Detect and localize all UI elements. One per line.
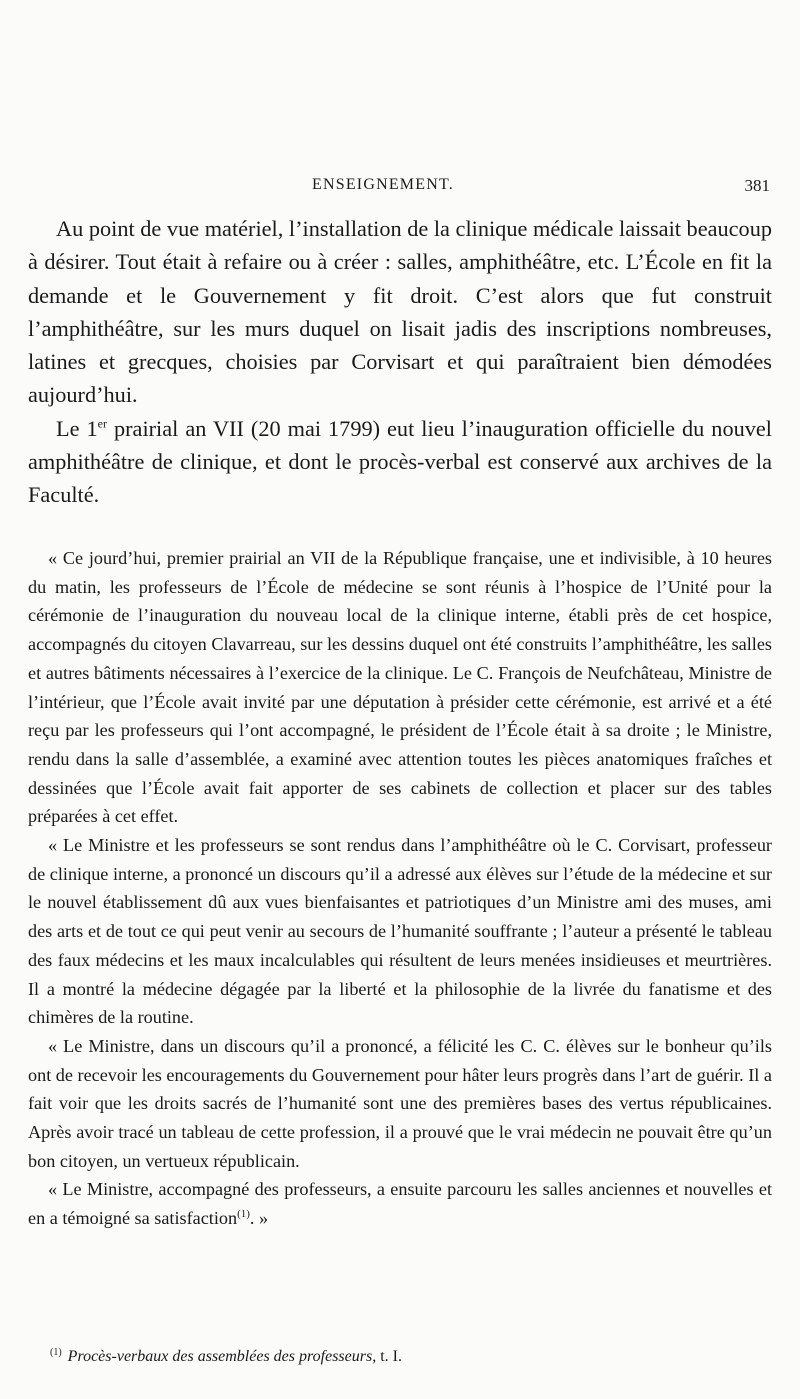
paragraph [28,412,772,512]
footnote [50,1346,770,1368]
running-header [0,176,800,200]
main-text [28,212,772,512]
quoted-minutes [28,544,772,1233]
text-span: prairial an VII (20 mai 1799) eut lieu l’inauguration officielle du nouvel amphithéâtre de clinique, et dont le procès-verbal est conservé aux archives de la Faculté. [28,415,772,508]
text-span: « Le Ministre, accompagné des professeurs, a ensuite parcouru les salles anciennes et nouvelles et en a témoigné sa satisfaction [28,1179,772,1229]
quote-paragraph: « Le Ministre et les professeurs se sont rendus dans l’amphithéâtre où le C. Corvisart, professeur de clinique interne, a prononcé un discours qu’il a adressé aux élèves sur l’étude de la médecine et sur le nouvel établissement dû aux vues bienfaisantes et patriotiques d’un Ministre ami des muses, ami des arts et de tout ce qui peut venir au secours de l’humanité souffrante ; l’auteur a présenté le tableau des faux médecins et les maux incalculables qui résultent de leurs menées insidieuses et meurtrières. Il a montré la médecine dégagée par la liberté et la philosophie de la livrée du fanatisme et des chimères de la routine. [28,835,772,1028]
quote-paragraph [28,1175,772,1232]
footnote-mark: (1) [50,1346,62,1358]
text-span: Le 1 [56,415,98,441]
footnote-reference: (1) [237,1208,250,1221]
page-number: 381 [744,176,770,195]
quote-paragraph: « Ce jourd’hui, premier prairial an VII de la République française, une et indivisible, à 10 heures du matin, les professeurs de l’École de médecine se sont réunis à l’hospice de l’Unité pour la cérémonie de l’inauguration du nouveau local de la clinique interne, établi près de cet hospice, accompagnés du citoyen Clavarreau, sur les dessins duquel ont été construits l’amphithéâtre, les salles et autres bâtiments nécessaires à l’exercice de la clinique. Le C. François de Neufchâteau, Ministre de l’intérieur, que l’École avait invité par une députation à présider cette cérémonie, est arrivé et a été reçu par les professeurs qui l’ont accompagné, le président de l’École était à sa droite ; le Ministre, rendu dans la salle d’assemblée, a examiné avec attention toutes les pièces anatomiques fraîches et dessinées que l’École avait fait apporter de ses cabinets de collection et placer sur des tables préparées à cet effet. [28,548,772,827]
running-title: ENSEIGNEMENT. [312,176,454,193]
text-span: . » [249,1208,269,1229]
superscript: er [97,416,107,431]
quote-paragraph: « Le Ministre, dans un discours qu’il a prononcé, a félicité les C. C. élèves sur le bonheur qu’ils ont de recevoir les encouragements du Gouvernement pour hâter leurs progrès dans l’art de guérir. Il a fait voir que les droits sacrés de l’humanité sont une des premières bases des vertus républicaines. Après avoir tracé un tableau de cette profession, il a prouvé que le vrai médecin ne pouvait être qu’un bon citoyen, un vertueux républicain. [28,1035,772,1171]
footnote-title: Procès-verbaux des assemblées des professeurs, [67,1348,377,1365]
paragraph: Au point de vue matériel, l’installation de la clinique médicale laissait beaucoup à désirer. Tout était à refaire ou à créer : salles, amphithéâtre, etc. L’École en fit la demande et le Gouvernement y fit droit. C’est alors que fut construit l’amphithéâtre, sur les murs duquel on lisait jadis des inscriptions nombreuses, latines et grecques, choisies par Corvisart et qui paraîtraient bien démodées aujourd’hui. [28,216,772,408]
footnote-volume: t. I. [376,1348,402,1365]
